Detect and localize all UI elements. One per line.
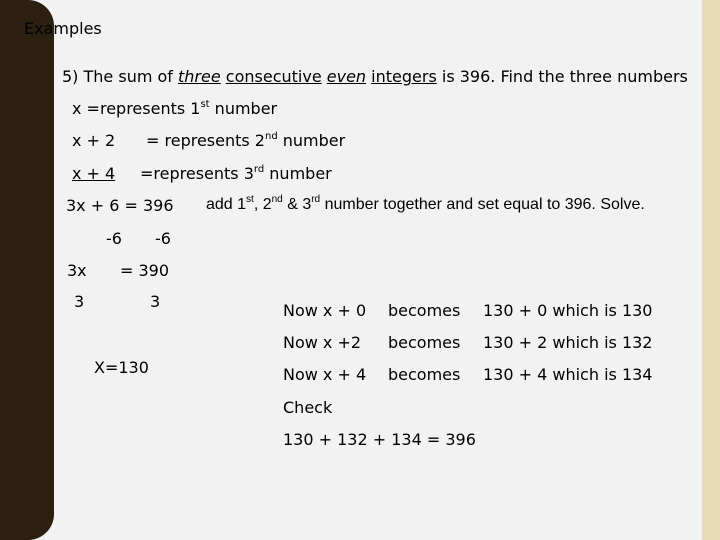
- substitution-verb: becomes: [388, 301, 461, 320]
- substitution-result: 130 + 2 which is 132: [483, 333, 653, 352]
- step-rhs: = 390: [120, 261, 170, 280]
- answer: X=130: [94, 358, 149, 377]
- subtract-left: -6: [106, 229, 122, 248]
- substitution-label: Now x + 4: [283, 365, 367, 384]
- check-equation: 130 + 132 + 134 = 396: [283, 430, 476, 449]
- equation: 3x + 6 = 396: [66, 196, 174, 215]
- right-decorative-bar: [702, 0, 720, 540]
- problem-statement: 5) The sum of three consecutive even integers is 396. Find the three numbers: [62, 67, 688, 86]
- substitution-verb: becomes: [388, 365, 461, 384]
- left-decorative-bar: [0, 0, 54, 540]
- definition-third-expr: x + 4: [72, 164, 116, 183]
- divisor-left: 3: [74, 292, 85, 311]
- substitution-result: 130 + 0 which is 130: [483, 301, 653, 320]
- instruction: add 1st, 2nd & 3rd number together and set equal to 396. Solve.: [206, 193, 645, 213]
- definition-second: = represents 2nd number: [146, 130, 346, 150]
- definition-third: =represents 3rd number: [140, 163, 332, 183]
- definition-second-expr: x + 2: [72, 131, 116, 150]
- divisor-right: 3: [150, 292, 161, 311]
- substitution-result: 130 + 4 which is 134: [483, 365, 653, 384]
- substitution-label: Now x +2: [283, 333, 362, 352]
- definition-first: x =represents 1st number: [72, 98, 278, 118]
- substitution-verb: becomes: [388, 333, 461, 352]
- subtract-right: -6: [155, 229, 171, 248]
- substitution-label: Now x + 0: [283, 301, 367, 320]
- slide-title: Examples: [24, 19, 102, 38]
- check-label: Check: [283, 398, 333, 417]
- step-lhs: 3x: [67, 261, 87, 280]
